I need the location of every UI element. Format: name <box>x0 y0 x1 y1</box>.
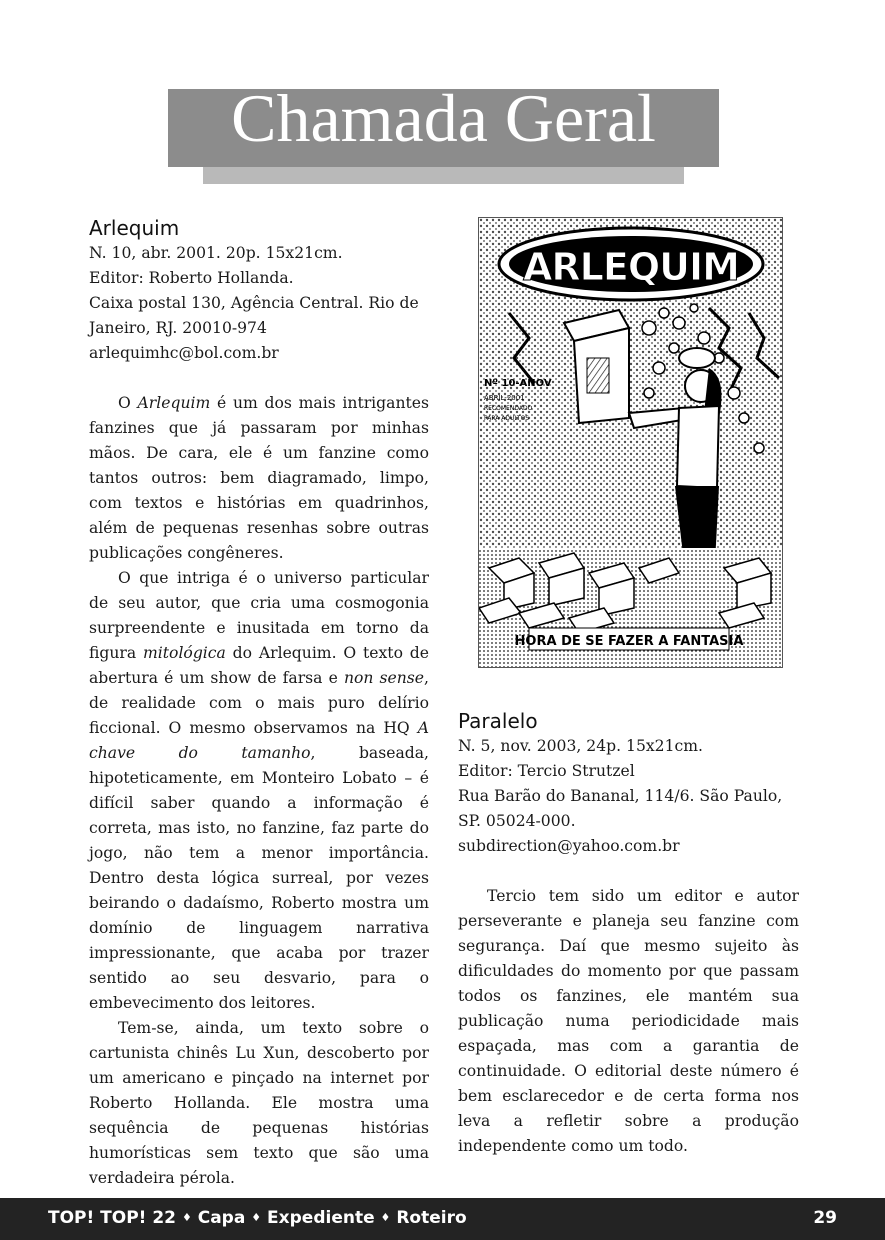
cover-rating: RECOMENDADO <box>484 405 533 412</box>
cover-date: ABRIL-2001 <box>484 394 525 402</box>
arlequim-review <box>89 391 429 1191</box>
paralelo-info-issue: N. 5, nov. 2003, 24p. 15x21cm. <box>458 737 703 755</box>
italic-title: Arlequim <box>137 394 211 412</box>
text-run: , baseada, hipoteticamente, em Monteiro Lobato – é difícil saber quando a informação é correta, mas isto, no fanzine, faz parte do jogo, não tem a menor importância. Dentro desta lógica surreal, por vezes beirando o dadaísmo, Roberto mostra um domínio de linguagem narrativa impressionante, que acaba por trazer sentido ao seu desvario, para o embevecimento dos leitores. <box>89 744 429 1012</box>
diamond-separator-icon: ♦ <box>380 1211 391 1224</box>
arlequim-info-issue: N. 10, abr. 2001. 20p. 15x21cm. <box>89 244 343 262</box>
arlequim-info <box>89 241 429 366</box>
italic-title: A chave do tamanho <box>89 719 429 762</box>
italic-term: non sense <box>343 669 425 687</box>
italic-term: mitológica <box>143 644 226 662</box>
footer-nav <box>48 1208 467 1228</box>
paralelo-paragraph-1: Tercio tem sido um editor e autor perseverante e planeja seu fanzine com segurança. Daí que mesmo sujeito às dificuldades do momento por que passam todos os fanzines, ele mantém sua publicação numa periodicidade mais espaçada, mas com a garantia de continuidade. O editorial deste número é bem esclarecedor e de certa forma nos leva a refletir sobre a produção independente como um todo. <box>458 887 799 1155</box>
page-title: Chamada Geral <box>168 89 719 167</box>
paralelo-column <box>458 709 799 1159</box>
arlequim-info-address: Caixa postal 130, Agência Central. Rio de <box>89 294 419 312</box>
arlequim-column <box>89 216 429 1191</box>
cover-illustration <box>479 218 782 667</box>
diamond-separator-icon: ♦ <box>181 1211 192 1224</box>
title-shadow <box>203 164 684 184</box>
paralelo-review <box>458 884 799 1159</box>
arlequim-info-email: arlequimhc@bol.com.br <box>89 344 279 362</box>
diamond-separator-icon: ♦ <box>251 1211 262 1224</box>
paralelo-info-editor: Editor: Tercio Strutzel <box>458 762 635 780</box>
footer-bar <box>0 1198 885 1240</box>
text-run: O <box>118 394 138 412</box>
text-run: O que intriga é o universo particular de seu autor, que cria uma cosmogonia surpreendente e inusitada em torno da figura <box>89 569 429 662</box>
arlequim-paragraph-3: Tem-se, ainda, um texto sobre o cartunista chinês Lu Xun, descoberto por um americano e pinçado na internet por Roberto Hollanda. Ele mostra uma sequência de pequenas histórias humorísticas sem texto que são uma verdadeira pérola. <box>89 1019 429 1187</box>
arlequim-cover-image <box>478 217 783 668</box>
cover-rating: PARA ADULTOS <box>484 415 530 422</box>
paralelo-info-address: Rua Barão do Bananal, 114/6. São Paulo, <box>458 787 783 805</box>
cover-issue: Nº 10-ANOV <box>484 378 552 389</box>
cover-tagline: HORA DE SE FAZER A FANTASIA <box>514 634 744 649</box>
arlequim-info-editor: Editor: Roberto Hollanda. <box>89 269 294 287</box>
arlequim-info-city: Janeiro, RJ. 20010-974 <box>89 319 267 337</box>
footer-link-expediente[interactable]: Expediente <box>267 1208 375 1228</box>
paralelo-heading: Paralelo <box>458 709 538 733</box>
text-run: do Arlequim. O texto de abertura é um show de farsa e <box>89 644 429 687</box>
text-run: , de realidade com o mais puro delírio ficcional. O mesmo observamos na HQ <box>89 669 430 737</box>
arlequim-heading: Arlequim <box>89 216 180 240</box>
arlequim-paragraph-1 <box>89 391 429 566</box>
arlequim-paragraph-2 <box>89 566 429 1016</box>
paralelo-info-city: SP. 05024-000. <box>458 812 576 830</box>
page-number: 29 <box>813 1208 837 1228</box>
footer-link-roteiro[interactable]: Roteiro <box>396 1208 467 1228</box>
cover-logo: ARLEQUIM <box>523 245 739 289</box>
footer-link-capa[interactable]: Capa <box>197 1208 246 1228</box>
paralelo-info <box>458 734 799 859</box>
paralelo-info-email: subdirection@yahoo.com.br <box>458 837 680 855</box>
text-run: é um dos mais intrigantes fanzines que já passaram por minhas mãos. De cara, ele é um fanzine como tantos outros: bem diagramado, limpo, com textos e histórias em quadrinhos, além de pequenas resenhas sobre outras publicações congêneres. <box>89 394 429 562</box>
footer-magazine-link[interactable]: TOP! TOP! 22 <box>48 1208 177 1228</box>
